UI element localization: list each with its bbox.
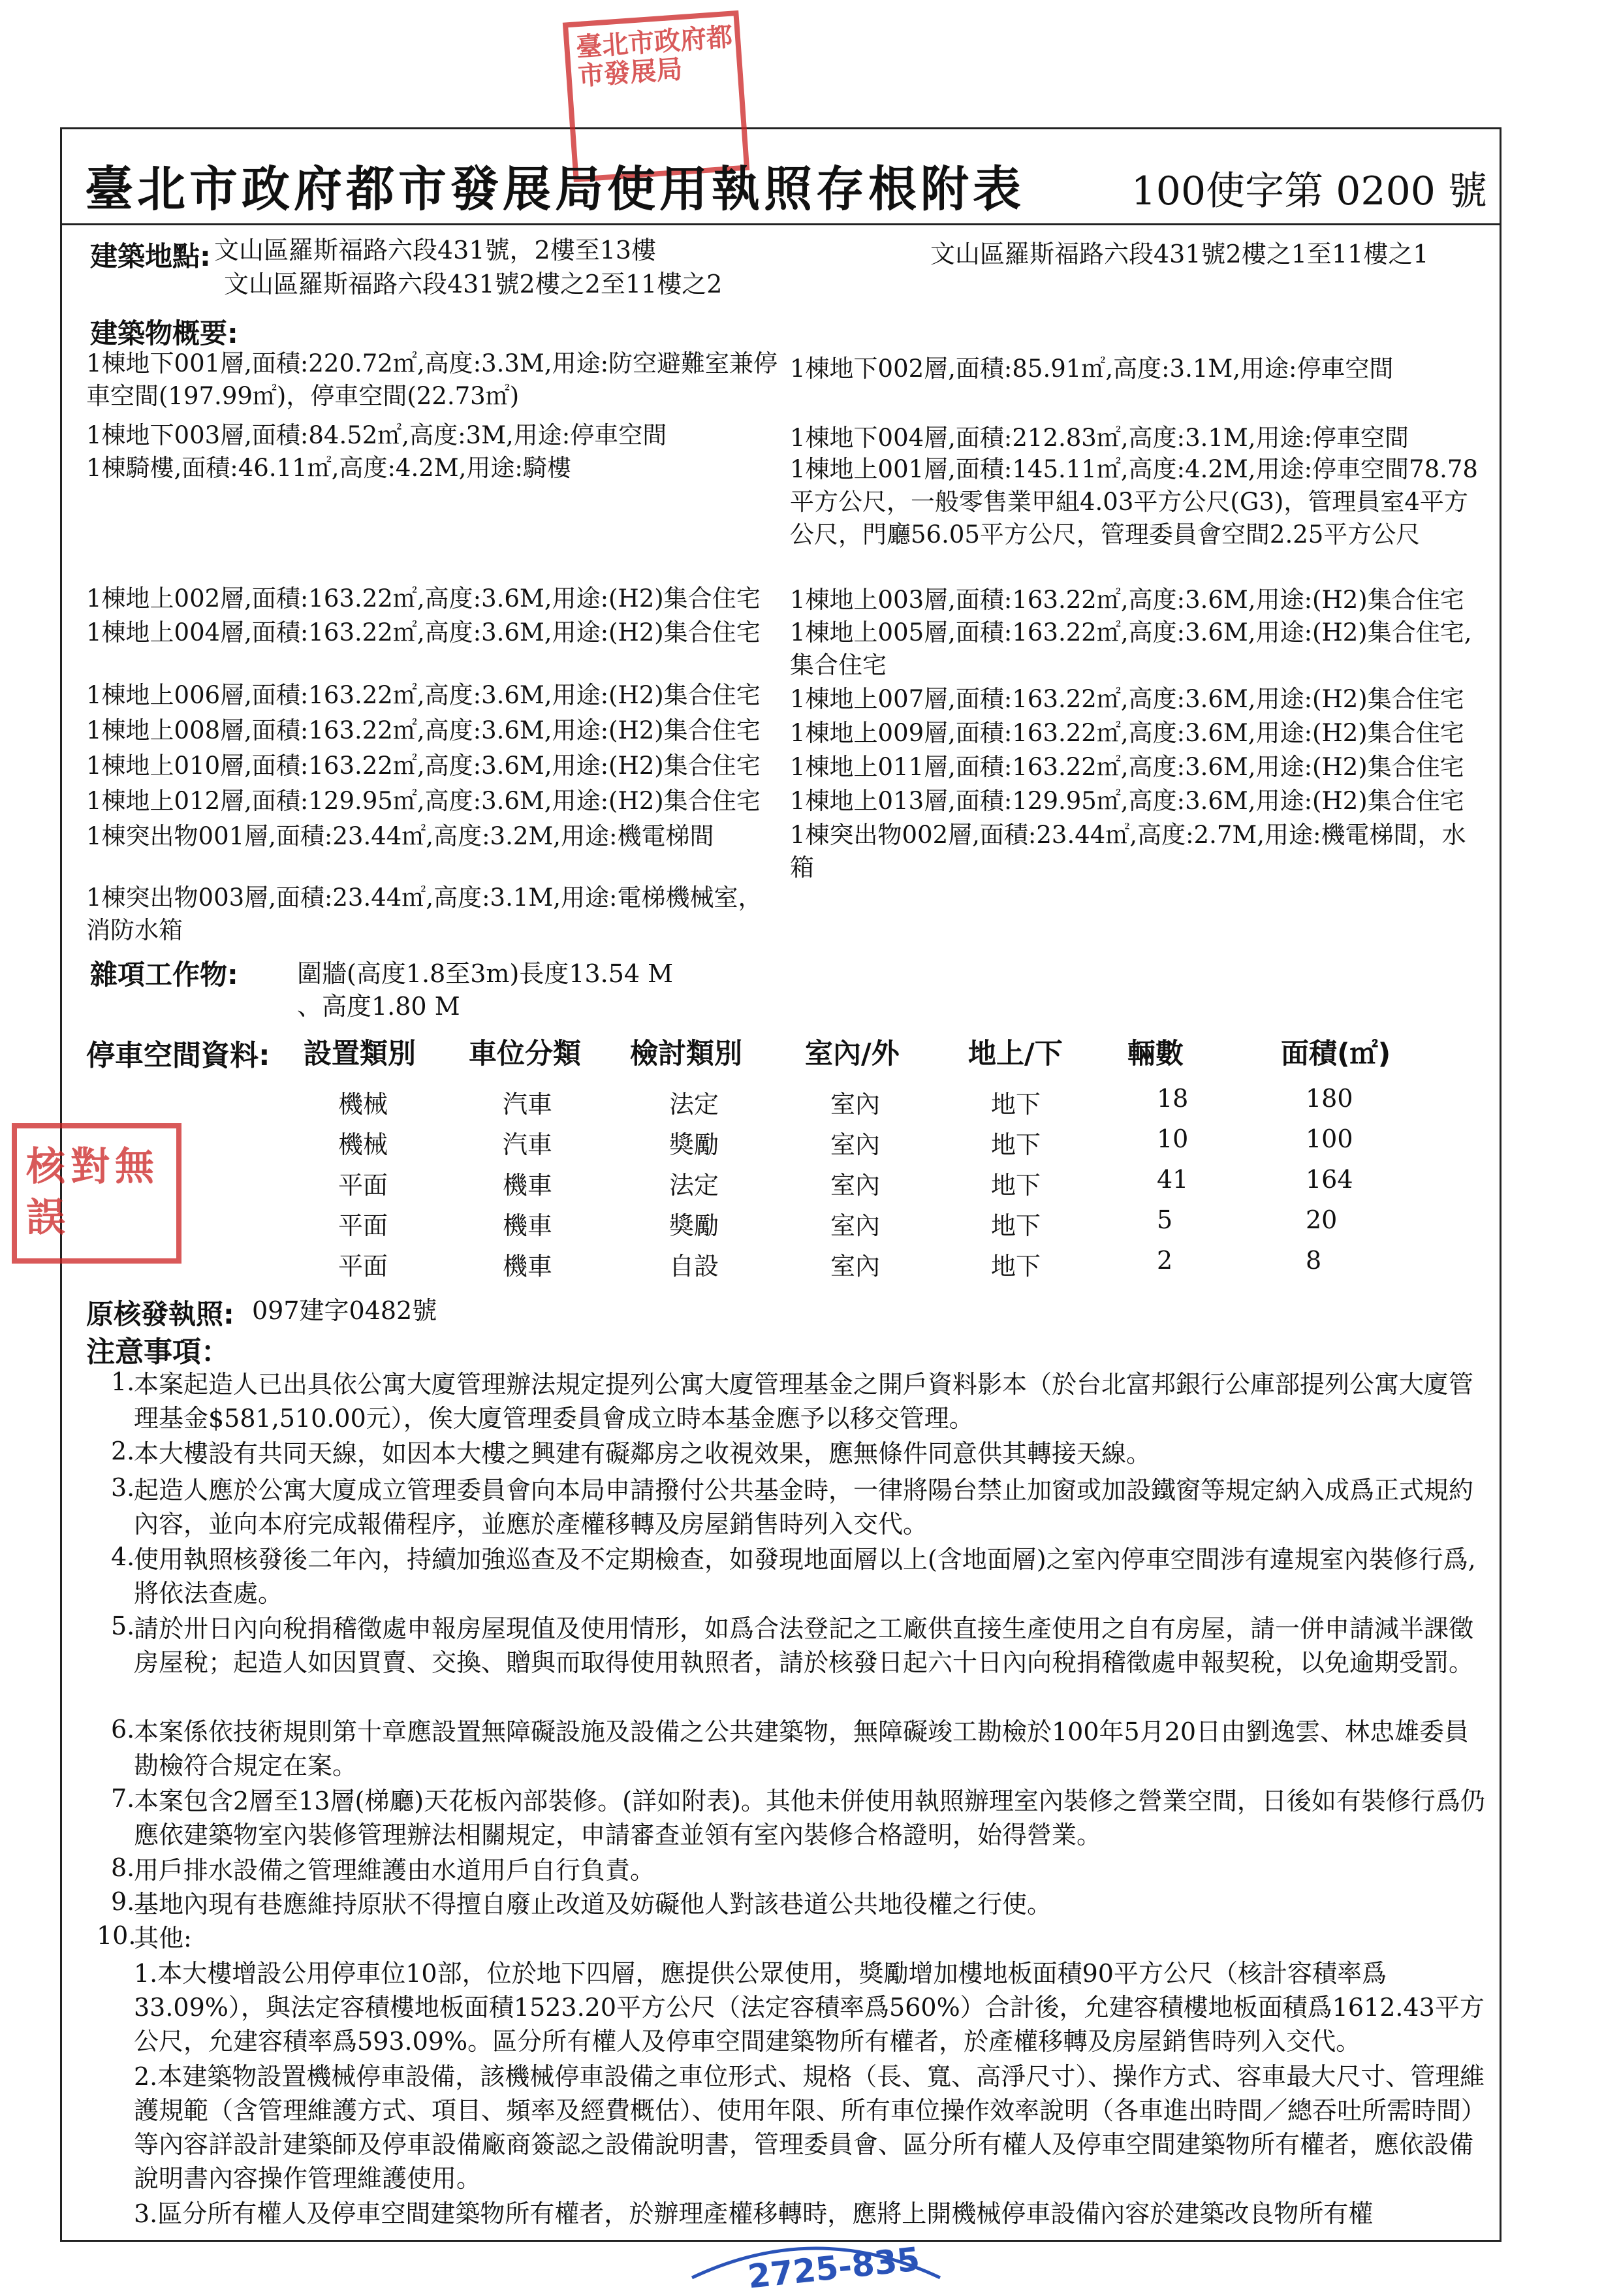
table-cell: 164: [1306, 1165, 1353, 1194]
site-address-2: 文山區羅斯福路六段431號2樓之2至11樓之2: [224, 270, 723, 298]
parking-header: 車位分類: [469, 1038, 581, 1070]
parking-label: 停車空間資料:: [86, 1039, 270, 1072]
bottom-number-stamp: 2725-835: [685, 2232, 947, 2284]
site-label: 建築地點:: [90, 240, 211, 272]
table-cell: 平面: [338, 1252, 388, 1281]
misc-works-line-1: 圍牆(高度1.8至3m)長度13.54 M: [297, 959, 674, 988]
note-text: 請於卅日內向稅捐稽徵處申報房屋現值及使用情形，如爲合法登記之工廠供直接生產使用之自有房屋，請一併申請減半課徵房屋稅；起造人如因買賣、交換、贈與而取得使用執照者，請於核發日起六十日內向稅捐稽徵處申報契稅，以免逾期受罰。: [134, 1614, 1474, 1677]
overview-label: 建築物概要:: [90, 317, 238, 349]
table-cell: 5: [1157, 1205, 1173, 1234]
overview-item-right: 1棟地上003層,面積:163.22㎡,高度:3.6M,用途:(H2)集合住宅: [790, 586, 1464, 614]
parking-header: 地上/下: [968, 1038, 1063, 1070]
overview-item-left: 1棟地上006層,面積:163.22㎡,高度:3.6M,用途:(H2)集合住宅: [86, 681, 761, 709]
note-number: 7.: [111, 1784, 135, 1813]
table-cell: 2: [1157, 1246, 1173, 1275]
permit-number: 100使字第 0200 號: [1131, 168, 1487, 214]
overview-item-left: 1棟地下001層,面積:220.72㎡,高度:3.3M,用途:防空避難室兼停車空間(197.99㎡)，停車空間(22.73㎡): [86, 349, 778, 410]
table-cell: 法定: [669, 1090, 719, 1119]
overview-item-left: 1棟騎樓,面積:46.11㎡,高度:4.2M,用途:騎樓: [86, 454, 571, 482]
parking-header: 檢討類別: [630, 1038, 742, 1070]
table-cell: 獎勵: [669, 1211, 719, 1240]
table-cell: 地下: [991, 1090, 1041, 1119]
overview-item-right: 1棟地上009層,面積:163.22㎡,高度:3.6M,用途:(H2)集合住宅: [790, 719, 1464, 747]
overview-item-right: 1棟地上013層,面積:129.95㎡,高度:3.6M,用途:(H2)集合住宅: [790, 787, 1464, 815]
overview-item-right: 1棟地下002層,面積:85.91㎡,高度:3.1M,用途:停車空間: [790, 355, 1394, 383]
table-cell: 室內: [830, 1171, 881, 1200]
overview-item-left: 1棟地上010層,面積:163.22㎡,高度:3.6M,用途:(H2)集合住宅: [86, 752, 761, 780]
left-seal-stamp: 核對無誤: [12, 1123, 181, 1264]
table-cell: 汽車: [503, 1130, 553, 1159]
parking-header: 輛數: [1127, 1038, 1184, 1070]
overview-item-right: 1棟地下004層,面積:212.83㎡,高度:3.1M,用途:停車空間: [790, 424, 1409, 452]
table-cell: 機車: [503, 1211, 553, 1240]
overview-item-right: 1棟突出物002層,面積:23.44㎡,高度:2.7M,用途:機電梯間，水箱: [790, 821, 1466, 882]
overview-item-right: 1棟地上005層,面積:163.22㎡,高度:3.6M,用途:(H2)集合住宅,集合住宅: [790, 618, 1472, 679]
notes-label: 注意事項：: [86, 1335, 230, 1369]
table-cell: 平面: [338, 1211, 388, 1240]
parking-header: 室內/外: [805, 1038, 900, 1070]
sub-note-text: 2.本建築物設置機械停車設備，該機械停車設備之車位形式、規格（長、寬、高淨尺寸）、操作方式、容車最大尺寸、管理維護規範（含管理維護方式、項目、頻率及經費概估）、使用年限、所有車位操作效率說明（各車進出時間／總吞吐所需時間）等內容詳設計建築師及停車設備廠商簽認之設備說明書，管理委員會、區分所有權人及停車空間建築物所有權者，應依設備說明書內容操作管理維護使用。: [134, 2062, 1486, 2193]
note-text: 其他:: [134, 1924, 192, 1953]
overview-item-left: 1棟地上004層,面積:163.22㎡,高度:3.6M,用途:(H2)集合住宅: [86, 618, 761, 646]
table-cell: 10: [1157, 1124, 1189, 1153]
note-text: 本案包含2層至13層(梯廳)天花板內部裝修。(詳如附表)。其他未併使用執照辦理室內裝修之營業空間，日後如有裝修行爲仍應依建築物室內裝修管理辦法相關規定，申請審查並領有室內裝修合格證明，始得營業。: [134, 1787, 1485, 1849]
parking-header: 面積(㎡): [1281, 1038, 1391, 1070]
note-number: 8.: [111, 1853, 135, 1882]
table-cell: 自設: [669, 1252, 719, 1281]
table-cell: 地下: [991, 1171, 1041, 1200]
overview-item-left: 1棟地上008層,面積:163.22㎡,高度:3.6M,用途:(H2)集合住宅: [86, 716, 761, 744]
parking-header: 設置類別: [304, 1038, 416, 1070]
table-cell: 室內: [830, 1211, 881, 1240]
original-permit-number: 097建字0482號: [252, 1296, 437, 1325]
note-number: 4.: [111, 1542, 135, 1571]
note-number: 10.: [97, 1921, 136, 1950]
overview-item-right: 1棟地上007層,面積:163.22㎡,高度:3.6M,用途:(H2)集合住宅: [790, 685, 1464, 713]
note-number: 6.: [111, 1715, 135, 1744]
overview-item-right: 1棟地上001層,面積:145.11㎡,高度:4.2M,用途:停車空間78.78平方公尺，一般零售業甲組4.03平方公尺(G3)，管理員室4平方公尺，門廳56.05平方公尺，管理委員會空間2.25平方公尺: [790, 455, 1478, 549]
note-number: 3.: [111, 1473, 135, 1502]
table-cell: 室內: [830, 1090, 881, 1119]
table-cell: 180: [1306, 1084, 1353, 1113]
misc-works-line-2: 、高度1.80 M: [297, 992, 460, 1021]
table-cell: 18: [1157, 1084, 1189, 1113]
table-cell: 室內: [830, 1130, 881, 1159]
top-seal-stamp: 臺北市政府都市發展局: [563, 10, 749, 182]
overview-item-left: 1棟地下003層,面積:84.52㎡,高度:3M,用途:停車空間: [86, 421, 667, 449]
overview-item-right: 1棟地上011層,面積:163.22㎡,高度:3.6M,用途:(H2)集合住宅: [790, 753, 1464, 781]
table-cell: 機車: [503, 1171, 553, 1200]
site-address-1: 文山區羅斯福路六段431號，2樓至13樓: [214, 236, 657, 264]
original-permit-label: 原核發執照:: [86, 1298, 234, 1330]
note-text: 基地內現有巷應維持原狀不得擅自廢止改道及妨礙他人對該巷道公共地役權之行使。: [134, 1890, 1052, 1919]
note-text: 起造人應於公寓大廈成立管理委員會向本局申請撥付公共基金時，一律將陽台禁止加窗或加設鐵窗等規定納入成爲正式規約內容，並向本府完成報備程序，並應於產權移轉及房屋銷售時列入交代。: [134, 1476, 1474, 1539]
overview-item-left: 1棟突出物003層,面積:23.44㎡,高度:3.1M,用途:電梯機械室，消防水箱: [86, 884, 762, 944]
note-text: 本案起造人已出具依公寓大廈管理辦法規定提列公寓大廈管理基金之開戶資料影本（於台北富邦銀行公庫部提列公寓大廈管理基金$581,510.00元），俟大廈管理委員會成立時本基金應予以移交管理。: [134, 1370, 1474, 1433]
table-cell: 機車: [503, 1252, 553, 1281]
table-cell: 平面: [338, 1171, 388, 1200]
table-cell: 法定: [669, 1171, 719, 1200]
table-cell: 100: [1306, 1124, 1353, 1153]
table-cell: 機械: [338, 1130, 388, 1159]
table-cell: 機械: [338, 1090, 388, 1119]
sub-note-text: 1.本大樓增設公用停車位10部，位於地下四層，應提供公眾使用，獎勵增加樓地板面積90平方公尺（核計容積率爲33.09%），與法定容積樓地板面積1523.20平方公尺（法定容積率爲560%）合計後，允建容積樓地板面積爲1612.43平方公尺，允建容積率爲593.09%。區分所有權人及停車空間建築物所有權者，於產權移轉及房屋銷售時列入交代。: [134, 1959, 1485, 2056]
table-cell: 獎勵: [669, 1130, 719, 1159]
table-cell: 汽車: [503, 1090, 553, 1119]
overview-item-left: 1棟地上002層,面積:163.22㎡,高度:3.6M,用途:(H2)集合住宅: [86, 584, 761, 613]
table-cell: 20: [1306, 1205, 1338, 1234]
table-cell: 地下: [991, 1130, 1041, 1159]
table-cell: 地下: [991, 1211, 1041, 1240]
note-number: 1.: [111, 1367, 135, 1396]
site-address-3: 文山區羅斯福路六段431號2樓之1至11樓之1: [930, 240, 1429, 268]
table-cell: 地下: [991, 1252, 1041, 1281]
note-text: 使用執照核發後二年內，持續加強巡查及不定期檢查，如發現地面層以上(含地面層)之室內停車空間涉有違規室內裝修行爲,將依法查處。: [134, 1545, 1476, 1608]
note-number: 9.: [111, 1887, 135, 1916]
overview-item-left: 1棟地上012層,面積:129.95㎡,高度:3.6M,用途:(H2)集合住宅: [86, 787, 761, 815]
table-cell: 8: [1306, 1246, 1322, 1275]
note-number: 2.: [111, 1437, 135, 1465]
note-text: 用戶排水設備之管理維護由水道用戶自行負責。: [134, 1856, 655, 1885]
overview-item-left: 1棟突出物001層,面積:23.44㎡,高度:3.2M,用途:機電梯間: [86, 822, 714, 850]
table-cell: 室內: [830, 1252, 881, 1281]
page-title: 臺北市政府都市發展局使用執照存根附表: [85, 161, 1025, 217]
note-text: 本大樓設有共同天線，如因本大樓之興建有礙鄰房之收視效果，應無條件同意供其轉接天線。: [134, 1439, 1152, 1468]
table-cell: 41: [1157, 1165, 1189, 1194]
sub-note-text: 3.區分所有權人及停車空間建築物所有權者，於辦理產權移轉時，應將上開機械停車設備內容於建築改良物所有權: [134, 2199, 1374, 2228]
title-bar: [60, 127, 1501, 225]
misc-works-label: 雜項工作物:: [90, 959, 238, 991]
note-text: 本案係依技術規則第十章應設置無障礙設施及設備之公共建築物，無障礙竣工勘檢於100年5月20日由劉逸雲、林忠雄委員勘檢符合規定在案。: [134, 1717, 1470, 1780]
note-number: 5.: [111, 1612, 135, 1640]
